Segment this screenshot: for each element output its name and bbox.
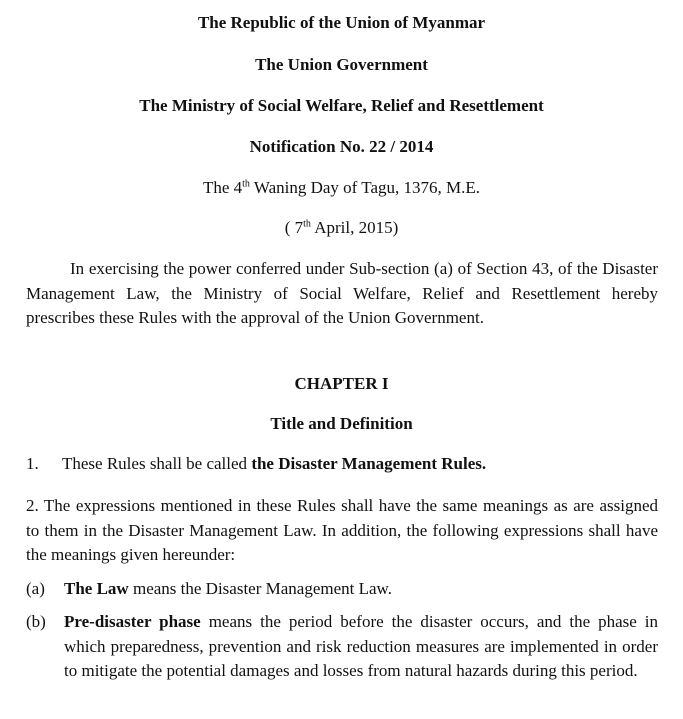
preamble-paragraph: In exercising the power conferred under Sub-section (a) of Section 43, of the Disaster Management Law, the Ministry of Social Welfare, Relief and Resettlement hereby prescribes these Rules with the approval of the Union Government. bbox=[26, 259, 658, 327]
government-heading: The Union Government bbox=[255, 55, 428, 74]
section-1-number: 1. bbox=[26, 454, 39, 473]
gregorian-date: ( 7th April, 2015) bbox=[284, 218, 399, 237]
item-a-text: The Law means the Disaster Management Law. bbox=[64, 579, 392, 598]
notification-number: Notification No. 22 / 2014 bbox=[249, 137, 434, 156]
section-1-text: These Rules shall be called the Disaster Management Rules. bbox=[62, 454, 487, 473]
chapter-subtitle: Title and Definition bbox=[270, 414, 413, 433]
myanmar-date: The 4th Waning Day of Tagu, 1376, M.E. bbox=[202, 178, 481, 197]
republic-heading: The Republic of the Union of Myanmar bbox=[197, 13, 486, 32]
item-b-number: (b) bbox=[26, 612, 46, 631]
chapter-title: CHAPTER I bbox=[294, 374, 389, 393]
section-2-text: 2. The expressions mentioned in these Rules shall have the same meanings as are assigned to them in the Disaster Management Law. In addition, the following expressions shall have the meanings given hereunder: bbox=[26, 496, 658, 564]
item-b-text: Pre-disaster phase means the period before the disaster occurs, and the phase in which preparedness, prevention and risk reduction measures are implemented in order to mitigate the potential damages and losses from natural hazards during this period. bbox=[64, 612, 658, 680]
item-a-number: (a) bbox=[26, 579, 45, 598]
ministry-heading: The Ministry of Social Welfare, Relief and Resettlement bbox=[139, 96, 544, 115]
